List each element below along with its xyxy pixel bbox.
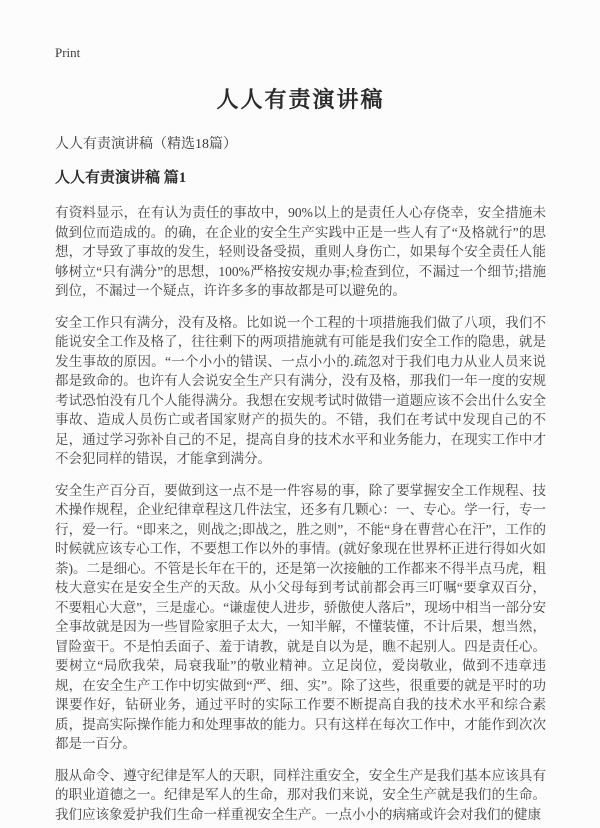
paragraph-1: 有资料显示，在有认为责任的事故中，90%以上的是责任人心存侥幸，安全措施未做到位而造成的。的确，在企业的安全生产实践中正是一些人有了“及格就行”的思想，才导致了事故的发生，轻则设备受损，重则人身伤亡，如果每个安全责任人能够树立“只有满分”的思想，100%严格按安规办事;检查到位，不漏过一个细节;措施到位，不漏过一个疑点，许许多多的事故都是可以避免的。 <box>55 205 546 298</box>
document-subtitle: 人人有责演讲稿（精选18篇） <box>55 137 237 152</box>
section-heading-part-1: 人人有责演讲稿 篇1 <box>55 170 187 186</box>
print-button[interactable]: Print <box>55 45 81 60</box>
paragraph-2: 安全工作只有满分，没有及格。比如说一个工程的十项措施我们做了八项，我们不能说安全工作及格了，往往剩下的两项措施就有可能是我们安全工作的隐患，就是发生事故的原因。“一个小小的错误、一点小小的.疏忽对于我们电力从业人员来说都是致命的。也许有人会说安全生产只有满分，没有及格，那我们一年一度的安规考试恐怕没有几个人能得满分。我想在安规考试时做错一道题应该不会出什么安全事故、造成人员伤亡或者国家财产的损失的。不错，我们在考试中发现自己的不足，通过学习弥补自己的不足，提高自身的技术水平和业务能力，在现实工作中才不会犯同样的错误，才能拿到满分。 <box>55 314 546 466</box>
page-title: 人人有责演讲稿 <box>216 87 385 112</box>
paragraph-3: 安全生产百分百，要做到这一点不是一件容易的事，除了要掌握安全工作规程、技术操作规程，企业纪律章程这几件法宝，还多有几颗心：一、专心。学一行，专一行，爱一行。“即来之，则战之;即战之，胜之则”，不能“身在曹营心在汗”，工作的时候就应该专心工作，不要想工作以外的事情。(就好象现在世界杯正进行得如火如荼)。二是细心。不管是长年在干的，还是第一次接触的工作都来不得半点马虎，粗枝大意实在是安全生产的天敌。从小父母每到考试前都会再三叮嘱“要拿双百分，不要粗心大意”，三是虚心。“谦虚使人进步，骄傲使人落后”，现场中相当一部分安全事故就是因为一些冒险家胆子太大，一知半解，不懂装懂，不计后果，想当然，冒险蛮干。不是怕丢面子、羞于请教，就是自以为是，瞧不起别人。四是责任心。要树立“局欣我荣，局衰我耻”的敬业精神。立足岗位，爱岗敬业，做到不违章违规，在安全生产工作中切实做到“严、细、实”。除了这些，很重要的就是平时的功课要作好，钻研业务，通过平时的实际工作要不断提高自我的技术水平和综合素质，提高实际操作能力和处理事故的能力。只有这样在每次工作中，才能作到次次都是一百分。 <box>55 482 546 751</box>
paragraph-4: 服从命令、遵守纪律是军人的天职，同样注重安全，安全生产是我们基本应该具有的职业道德之一。纪律是军人的生命，那对我们来说，安全生产就是我们的生命。我们应该象爱护我们生命一样重视安全生产。一点小小的病痛或许会对我们的健康 <box>55 767 546 822</box>
